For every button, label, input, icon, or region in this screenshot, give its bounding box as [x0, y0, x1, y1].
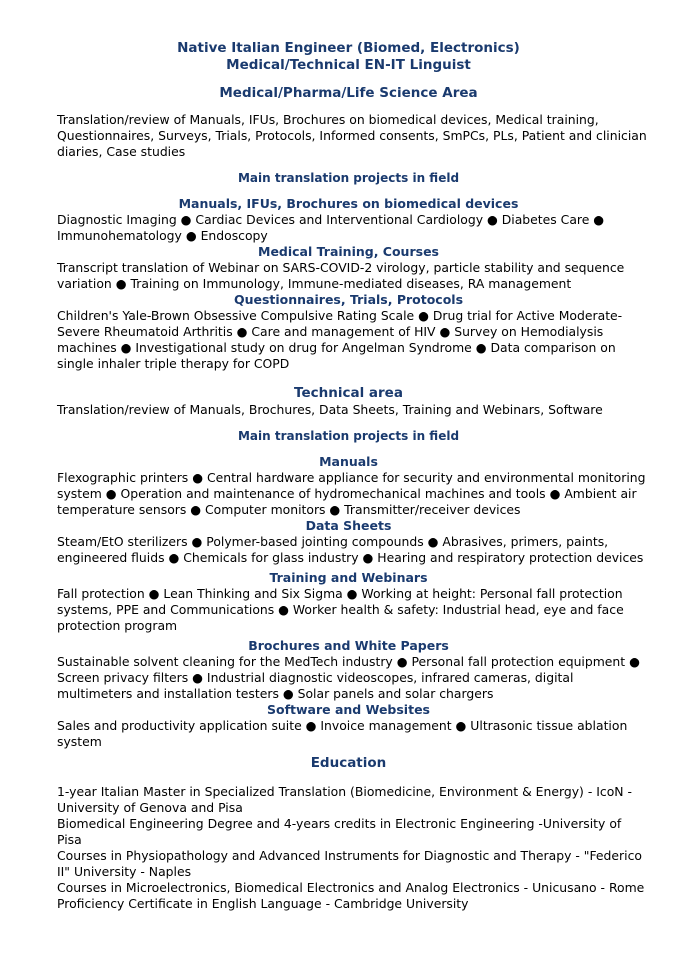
- technical-category-title: Software and Websites: [266, 702, 430, 717]
- education-title: Education: [310, 755, 387, 771]
- technical-category-title: Brochures and White Papers: [248, 638, 449, 653]
- technical-category-text: Sales and productivity application suite ● Invoice management ● Ultrasonic tissue ablation system: [57, 718, 628, 749]
- medical-area-title: Medical/Pharma/Life Science Area: [219, 85, 478, 101]
- medical-category-title: Questionnaires, Trials, Protocols: [233, 292, 464, 307]
- education-item: Courses in Microelectronics, Biomedical Electronics and Analog Electronics - Unicusano - Rome: [57, 880, 645, 895]
- technical-category-title: Manuals: [319, 454, 378, 469]
- education-item: Courses in Physiopathology and Advanced Instruments for Diagnostic and Therapy - "Federico II" University - Naples: [57, 848, 642, 879]
- medical-intro: Translation/review of Manuals, IFUs, Brochures on biomedical devices, Medical training, Questionnaires, Surveys, Trials, Protocols, Informed consents, SmPCs, PLs, Patient and clinician diaries, Case studies: [57, 112, 647, 159]
- technical-category-text: Sustainable solvent cleaning for the MedTech industry ● Personal fall protection equipment ● Screen privacy filters ● Industrial diagnostic videoscopes, infrared cameras, digital multimeters and installation testers ● Solar panels and solar chargers: [57, 654, 640, 701]
- technical-area-title: Technical area: [294, 385, 403, 401]
- technical-category-title: Data Sheets: [305, 518, 392, 533]
- medical-category-text: Diagnostic Imaging ● Cardiac Devices and Interventional Cardiology ● Diabetes Care ● Immunohematology ● Endoscopy: [57, 212, 605, 243]
- medical-category-text: Children's Yale-Brown Obsessive Compulsive Rating Scale ● Drug trial for Active Moderate-Severe Rheumatoid Arthritis ● Care and management of HIV ● Survey on Hemodialysis machines ● Investigational study on drug for Angelman Syndrome ● Data comparison on single inhaler triple therapy for COPD: [57, 308, 623, 371]
- medical-category-text: Transcript translation of Webinar on SARS-COVID-2 virology, particle stability and sequence variation ● Training on Immunology, Immune-mediated diseases, RA management: [57, 260, 625, 291]
- medical-category-title: Medical Training, Courses: [258, 244, 439, 259]
- technical-category-title: Training and Webinars: [269, 570, 428, 585]
- education-item: Biomedical Engineering Degree and 4-years credits in Electronic Engineering -University of Pisa: [57, 816, 622, 847]
- header-title-line2: Medical/Technical EN-IT Linguist: [226, 57, 471, 73]
- technical-projects-heading: Main translation projects in field: [237, 429, 460, 443]
- medical-category-title: Manuals, IFUs, Brochures on biomedical devices: [178, 196, 519, 211]
- technical-category-text: Steam/EtO sterilizers ● Polymer-based jointing compounds ● Abrasives, primers, paints, engineered fluids ● Chemicals for glass industry ● Hearing and respiratory protection devices: [57, 534, 644, 565]
- medical-projects-heading: Main translation projects in field: [237, 171, 460, 185]
- technical-category-text: Flexographic printers ● Central hardware appliance for security and environmental monitoring system ● Operation and maintenance of hydromechanical machines and tools ● Ambient air temperature sensors ● Computer monitors ● Transmitter/receiver devices: [57, 470, 646, 517]
- header-title-line1: Native Italian Engineer (Biomed, Electronics): [177, 40, 520, 56]
- technical-intro: Translation/review of Manuals, Brochures, Data Sheets, Training and Webinars, Software: [57, 402, 603, 417]
- technical-category-text: Fall protection ● Lean Thinking and Six Sigma ● Working at height: Personal fall protection systems, PPE and Communications ● Worker health & safety: Industrial head, eye and face protection program: [57, 586, 624, 633]
- education-item: Proficiency Certificate in English Language - Cambridge University: [57, 896, 469, 911]
- education-item: 1-year Italian Master in Specialized Translation (Biomedicine, Environment & Energy) - IcoN - University of Genova and Pisa: [57, 784, 632, 815]
